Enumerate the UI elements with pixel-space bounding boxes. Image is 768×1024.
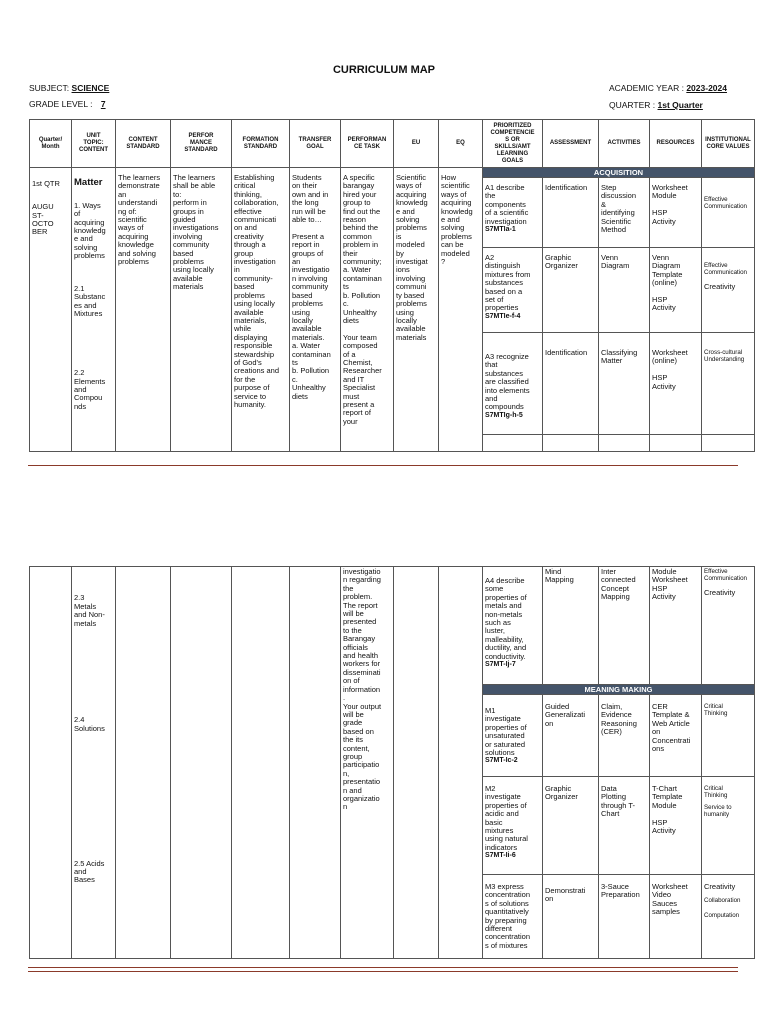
page-footer-rule <box>28 967 738 968</box>
header-performance-task: PERFORMAN CE TASK <box>341 120 394 168</box>
subject-value: SCIENCE <box>71 83 110 93</box>
activities-cell: Data Plotting through T- Chart <box>599 777 650 875</box>
competency-text: A4 describe some properties of metals and non-metals such as luster, malleability, ductility, and conductivity. <box>485 576 527 661</box>
meaning-making-band: MEANING MAKING <box>483 685 755 695</box>
header-content-standard: CONTENT STANDARD <box>116 120 171 168</box>
core-value: Effective Communication <box>704 262 747 277</box>
competency-cell <box>483 777 543 875</box>
activities-cell: Classifying Matter <box>599 333 650 435</box>
grade-value: 7 <box>100 99 106 109</box>
assessment-cell: Mind Mapping <box>543 567 599 685</box>
activities-cell: Inter connected Concept Mapping <box>599 567 650 685</box>
eu-cell <box>394 567 439 959</box>
competency-text: A1 describe the components of a scientific investigation <box>485 183 529 226</box>
core-values-cell <box>702 248 755 333</box>
curriculum-table-page1 <box>29 119 755 452</box>
resources-cell: Worksheet Module HSP Activity <box>650 178 702 248</box>
competency-cell <box>483 333 543 435</box>
topic-solutions: 2.4 Solutions <box>74 715 105 733</box>
quarter-text: 1st QTR <box>32 179 60 189</box>
topic-metals: 2.3 Metals and Non- metals <box>74 593 105 628</box>
header-assessment: ASSESSMENT <box>543 120 599 168</box>
empty-cell <box>650 435 702 452</box>
competency-cell <box>483 567 543 685</box>
activities-cell: 3-Sauce Preparation <box>599 875 650 959</box>
header-unit-topic: UNIT TOPIC: CONTENT <box>72 120 116 168</box>
competency-text: M1 investigate properties of unsaturated or saturated solutions <box>485 706 527 758</box>
resources-cell: Module Worksheet HSP Activity <box>650 567 702 685</box>
eq-cell: How scientific ways of acquiring knowledg e and solving problems can be modeled ? <box>439 168 483 452</box>
resources-cell: Worksheet Video Sauces samples <box>650 875 702 959</box>
quarter-value: 1st Quarter <box>657 100 703 110</box>
content-standard-cell <box>116 567 171 959</box>
assessment-cell: Guided Generalizati on <box>543 695 599 777</box>
competency-code: S7MT-Ii-6 <box>485 852 516 860</box>
topic-substances: 2.1 Substanc es and Mixtures <box>74 284 106 319</box>
competency-code: S7MTIe-f-4 <box>485 312 521 320</box>
acquisition-band-row <box>30 168 755 178</box>
header-resources: RESOURCES <box>650 120 702 168</box>
content-standard-cell: The learners demonstrate an understandi ng of: scientific ways of acquiring knowledge and solving problems <box>116 168 171 452</box>
performance-standard-cell: The learners shall be able to: perform in groups in guided investigations involving community based problems using locally available materials <box>171 168 232 452</box>
header-quarter: Quarter/ Month <box>30 120 72 168</box>
resources-cell: Venn Diagram Template (online) HSP Activity <box>650 248 702 333</box>
empty-cell <box>599 435 650 452</box>
competency-text: A2 distinguish mixtures from substances based on a set of properties <box>485 253 531 313</box>
activities-cell: Venn Diagram <box>599 248 650 333</box>
assessment-cell: Graphic Organizer <box>543 248 599 333</box>
resources-cell: T-Chart Template Module HSP Activity <box>650 777 702 875</box>
header-activities: ACTIVITIES <box>599 120 650 168</box>
header-row <box>30 120 755 168</box>
eq-cell <box>439 567 483 959</box>
eu-cell: Scientific ways of acquiring knowledg e and solving problems is modeled by investigat ions involving communi ty based problems using locally available materials <box>394 168 439 452</box>
assessment-cell: Identification <box>543 178 599 248</box>
header-transfer-goal: TRANSFER GOAL <box>290 120 341 168</box>
year-line <box>609 83 727 93</box>
activities-cell: Claim, Evidence Reasoning (CER) <box>599 695 650 777</box>
quarter-cell <box>30 567 72 959</box>
core-value: Effective Communication <box>704 568 747 583</box>
core-values-cell <box>702 333 755 435</box>
competency-text: M2 investigate properties of acidic and basic mixtures using natural indicators <box>485 784 528 852</box>
core-values-cell <box>702 777 755 875</box>
assessment-cell: Demonstrati on <box>543 875 599 959</box>
page-title: CURRICULUM MAP <box>332 64 436 76</box>
transfer-goal-cell: Students on their own and in the long run will be able to… Present a report in groups of an investigatio n involving community based problems using locally available materials. a. Water contaminan ts b. Pollution c. Unhealthy diets <box>290 168 341 452</box>
assessment-cell: Graphic Organizer <box>543 777 599 875</box>
assessment-cell: Identification <box>543 333 599 435</box>
topic-elements: 2.2 Elements and Compou nds <box>74 368 106 411</box>
core-values-cell <box>702 695 755 777</box>
subject-line <box>29 83 109 93</box>
core-value: Service to humanity <box>704 803 732 819</box>
empty-cell <box>702 435 755 452</box>
grade-label: GRADE LEVEL : <box>29 99 93 109</box>
formation-standard-cell <box>232 567 290 959</box>
core-value: Critical Thinking <box>704 703 728 718</box>
subject-label: SUBJECT: <box>29 83 70 93</box>
page-divider <box>28 465 738 466</box>
core-value: Creativity <box>704 281 736 291</box>
grade-line <box>29 99 106 109</box>
core-values-cell <box>702 178 755 248</box>
page-footer-rule-thin <box>28 971 738 972</box>
competency-row <box>30 567 755 685</box>
core-value: Effective Communication <box>704 196 747 211</box>
header-eq: EQ <box>439 120 483 168</box>
core-values-cell <box>702 875 755 959</box>
header-eu: EU <box>394 120 439 168</box>
empty-cell <box>543 435 599 452</box>
unit-topic-cell <box>72 567 116 959</box>
core-value: Collaboration Computation <box>704 897 741 920</box>
competency-code: S7MT-Ij-7 <box>485 661 516 669</box>
core-value: Creativity <box>704 587 736 597</box>
performance-task-cell: A specific barangay hired your group to find out the reason behind the common problem in their community; a. Water contaminan ts b. Pollution c. Unhealthy diets Your team composed of a Chemist, Researcher and IT Specialist must present a report of your <box>341 168 394 452</box>
curriculum-table-page2 <box>29 566 755 959</box>
competency-code: S7MTIa-1 <box>485 226 516 234</box>
quarter-label: QUARTER : <box>609 100 656 110</box>
quarter-line <box>609 100 703 110</box>
header-core-values: INSTITUTIONAL CORE VALUES <box>702 120 755 168</box>
topic-acids: 2.5 Acids and Bases <box>74 858 105 885</box>
unit-topic-cell <box>72 168 116 452</box>
formation-standard-cell: Establishing critical thinking, collaboration, effective communicati on and creativity through a group investigation in community- based problems using locally available materials, while displaying responsible stewardship of God's creations and for the purpose of service to humanity. <box>232 168 290 452</box>
core-values-cell <box>702 567 755 685</box>
competency-code: S7MT-Ic-2 <box>485 757 518 765</box>
acquisition-band: ACQUISITION <box>483 168 755 178</box>
transfer-goal-cell <box>290 567 341 959</box>
core-value: Critical Thinking <box>704 785 728 800</box>
competency-cell <box>483 695 543 777</box>
empty-cell <box>483 435 543 452</box>
header-performance-standard: PERFOR MANCE STANDARD <box>171 120 232 168</box>
competency-text: A3 recognize that substances are classified into elements and compounds <box>485 352 530 412</box>
unit-title: Matter <box>74 177 103 189</box>
year-value: 2023-2024 <box>686 83 727 93</box>
resources-cell: CER Template & Web Article on Concentrati ons <box>650 695 702 777</box>
header-competencies: PRIORITIZED COMPETENCIE S OR SKILLS/AMT LEARNING GOALS <box>483 120 543 168</box>
core-value: Creativity <box>704 882 736 891</box>
core-value: Cross-cultural Understanding <box>704 349 745 364</box>
performance-task-cell: investigatio n regarding the problem. The report will be presented to the Barangay officials and health workers for disseminati on of information . Your output will be grade based on the its content, group participatio n, presentatio n and organizatio n <box>341 567 394 959</box>
resources-cell: Worksheet (online) HSP Activity <box>650 333 702 435</box>
performance-standard-cell <box>171 567 232 959</box>
topic-ways: 1. Ways of acquiring knowledg e and solving problems <box>74 200 106 261</box>
header-formation-standard: FORMATION STANDARD <box>232 120 290 168</box>
competency-cell <box>483 248 543 333</box>
competency-cell: M3 express concentration s of solutions quantitatively by preparing different concentration s of mixtures <box>483 875 543 959</box>
activities-cell: Step discussion & identifying Scientific Method <box>599 178 650 248</box>
competency-code: S7MTIg-h-5 <box>485 411 523 419</box>
competency-cell <box>483 178 543 248</box>
months-text: AUGU ST- OCTO BER <box>32 202 54 237</box>
year-label: ACADEMIC YEAR : <box>609 83 684 93</box>
quarter-cell <box>30 168 72 452</box>
